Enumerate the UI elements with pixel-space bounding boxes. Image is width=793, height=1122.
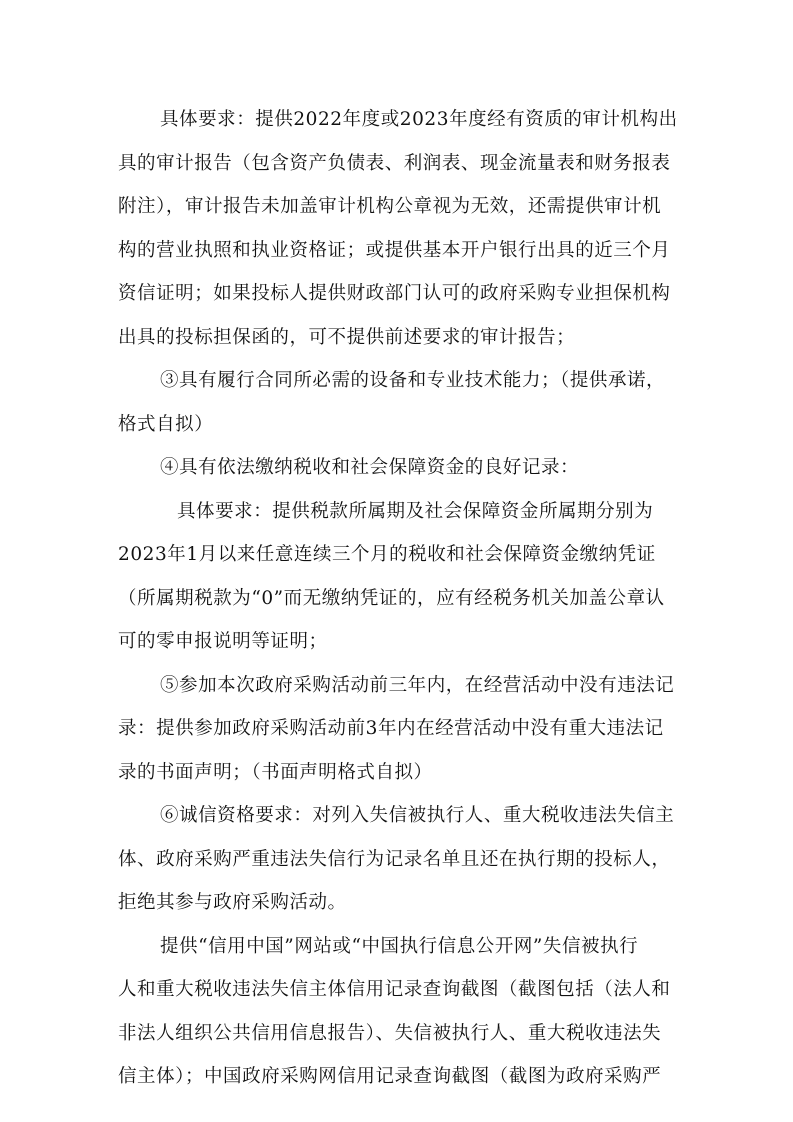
body-line: ⑥诚信资格要求：对列入失信被执行人、重大税收违法失信主: [160, 805, 675, 826]
body-line: 信主体）；中国政府采购网信用记录查询截图（截图为政府采购严: [118, 1066, 662, 1087]
body-line: （所属期税款为“0”而无缴纳凭证的，应有经税务机关加盖公章认: [118, 588, 665, 609]
body-line: ③具有履行合同所必需的设备和专业技术能力；（提供承诺，: [160, 370, 666, 391]
body-line: 体、政府采购严重违法失信行为记录名单且还在执行期的投标人，: [118, 849, 671, 870]
body-line: 2023年1月以来任意连续三个月的税收和社会保障资金缴纳凭证: [118, 544, 656, 565]
body-line: 出具的投标担保函的，可不提供前述要求的审计报告；: [118, 327, 576, 348]
body-line: 格式自拟）: [118, 414, 214, 435]
body-line: 人和重大税收违法失信主体信用记录查询截图（截图包括（法人和: [118, 979, 671, 1000]
body-line: 构的营业执照和执业资格证；或提供基本开户银行出具的近三个月: [118, 240, 671, 261]
body-line: 资信证明；如果投标人提供财政部门认可的政府采购专业担保机构: [118, 283, 671, 304]
body-line: 拒绝其参与政府采购活动。: [118, 892, 347, 913]
body-line: ④具有依法缴纳税收和社会保障资金的良好记录：: [160, 457, 580, 478]
body-line: 提供“信用中国”网站或“中国执行信息公开网”失信被执行: [160, 936, 639, 957]
body-line: 具体要求：提供2022年度或2023年度经有资质的审计机构出: [160, 109, 678, 130]
body-line: 录的书面声明；（书面声明格式自拟）: [118, 762, 433, 783]
body-line: 录：提供参加政府采购活动前3年内在经营活动中没有重大违法记: [118, 718, 664, 739]
body-line: 可的零申报说明等证明；: [118, 631, 328, 652]
body-line: 具体要求：提供税款所属期及社会保障资金所属期分别为: [177, 501, 654, 522]
body-line: ⑤参加本次政府采购活动前三年内，在经营活动中没有违法记: [160, 675, 675, 696]
body-line: 附注），审计报告未加盖审计机构公章视为无效，还需提供审计机: [118, 196, 662, 217]
body-line: 具的审计报告（包含资产负债表、利润表、现金流量表和财务报表: [118, 153, 671, 174]
body-line: 非法人组织公共信用信息报告）、失信被执行人、重大税收违法失: [118, 1023, 662, 1044]
